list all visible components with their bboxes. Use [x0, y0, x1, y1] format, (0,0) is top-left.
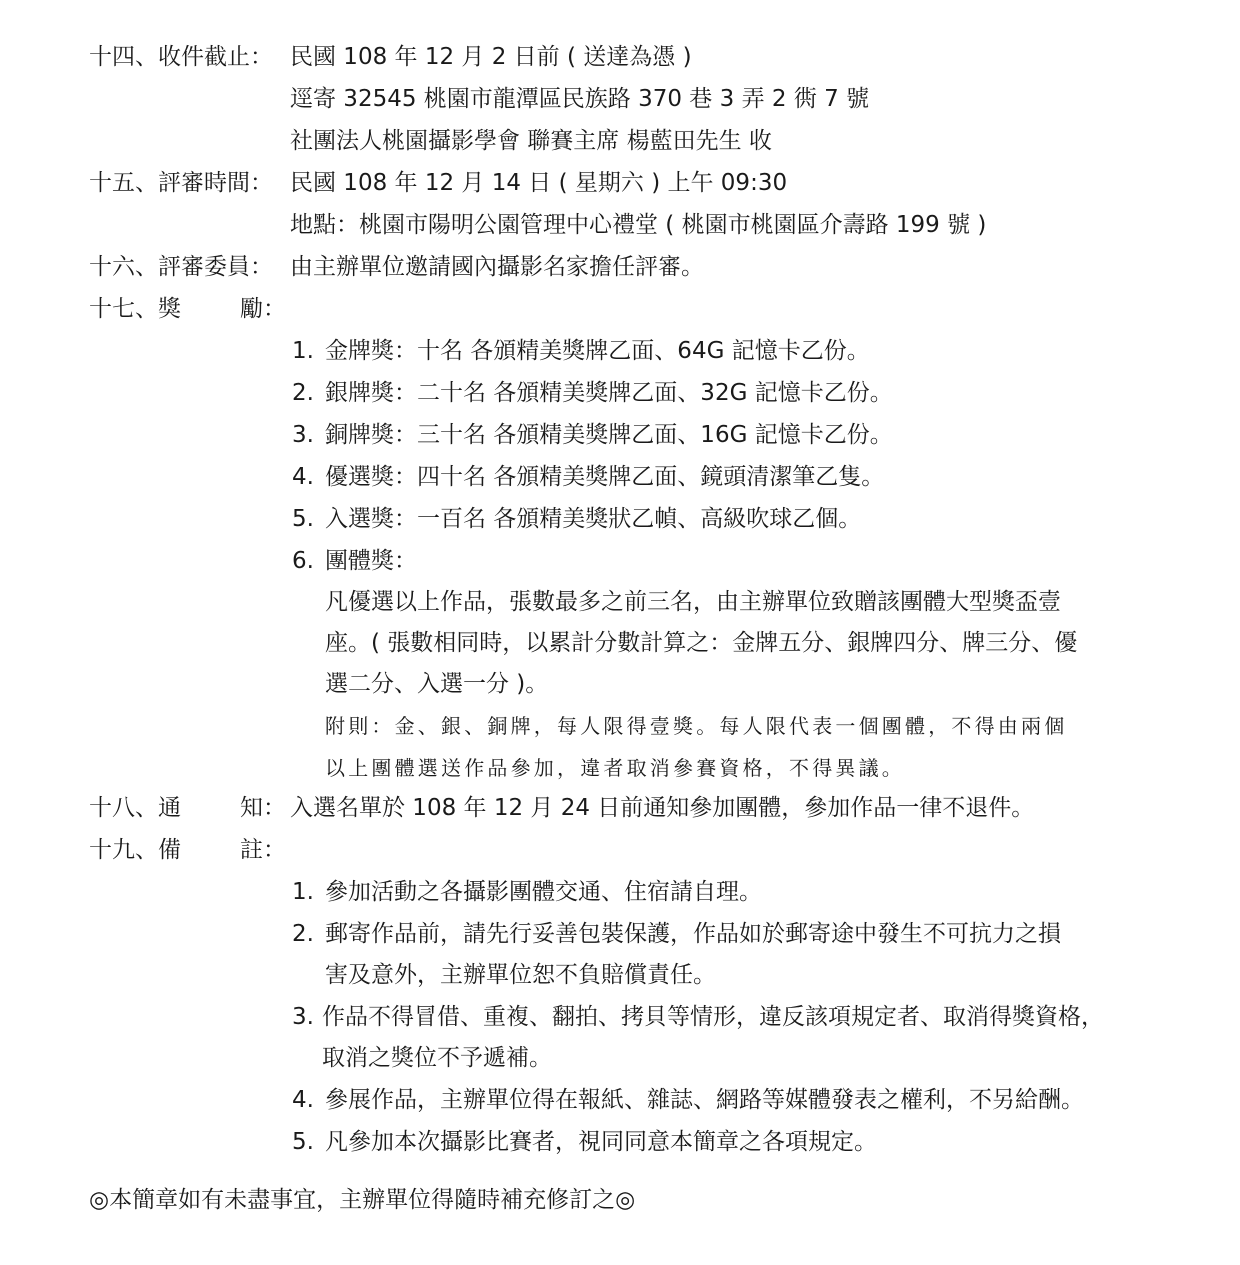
- note-4-line-1: 參展作品，主辦單位得在報紙、雜誌、網路等媒體發表之權利，不另給酬。: [325, 1087, 1084, 1113]
- note-4-num: 4.: [292, 1087, 314, 1113]
- note-3-line-2: 取消之獎位不予遞補。: [322, 1045, 552, 1071]
- section-17-label-b: 勵：: [240, 296, 286, 322]
- section-18-label-a: 十八、通: [89, 795, 181, 821]
- section-15-time: 民國 108 年 12 月 14 日 ( 星期六 ) 上午 09:30: [290, 170, 788, 196]
- section-15-location: 地點：桃園市陽明公園管理中心禮堂 ( 桃園市桃園區介壽路 199 號 ): [290, 212, 987, 238]
- award-2-text: 銀牌獎：二十名 各頒精美獎牌乙面、32G 記憶卡乙份。: [325, 380, 893, 406]
- section-17-label-a: 十七、獎: [89, 296, 181, 322]
- award-6-num: 6.: [292, 548, 314, 574]
- section-19-label-b: 註：: [240, 837, 286, 863]
- section-19-label-a: 十九、備: [89, 837, 181, 863]
- section-18-text: 入選名單於 108 年 12 月 24 日前通知參加團體，參加作品一律不退件。: [290, 795, 1035, 821]
- award-4-num: 4.: [292, 464, 314, 490]
- section-18-label-b: 知：: [240, 795, 286, 821]
- note-1-num: 1.: [292, 879, 314, 905]
- award-1-text: 金牌獎：十名 各頒精美獎牌乙面、64G 記憶卡乙份。: [325, 338, 870, 364]
- note-5-line-1: 凡參加本次攝影比賽者，視同同意本簡章之各項規定。: [325, 1129, 877, 1155]
- annex-line-2: 以上團體選送作品參加，違者取消參賽資格，不得異議。: [325, 756, 905, 780]
- note-2-line-1: 郵寄作品前，請先行妥善包裝保護，作品如於郵寄途中發生不可抗力之損: [325, 921, 1061, 947]
- group-award-desc-line-3: 選二分、入選一分 )。: [325, 671, 549, 697]
- note-3-line-1: 作品不得冒借、重複、翻拍、拷貝等情形，違反該項規定者、取消得獎資格，: [322, 1004, 1104, 1030]
- award-5-num: 5.: [292, 506, 314, 532]
- award-6-text: 團體獎：: [325, 548, 417, 574]
- note-5-num: 5.: [292, 1129, 314, 1155]
- award-5-text: 入選獎：一百名 各頒精美獎狀乙幀、高級吹球乙個。: [325, 506, 862, 532]
- award-3-text: 銅牌獎：三十名 各頒精美獎牌乙面、16G 記憶卡乙份。: [325, 422, 893, 448]
- award-2-num: 2.: [292, 380, 314, 406]
- award-3-num: 3.: [292, 422, 314, 448]
- award-4-text: 優選獎：四十名 各頒精美獎牌乙面、鏡頭清潔筆乙隻。: [325, 464, 885, 490]
- section-14-recipient: 社團法人桃園攝影學會 聯賽主席 楊藍田先生 收: [290, 128, 772, 154]
- section-14-label: 十四、收件截止：: [89, 44, 273, 70]
- note-2-num: 2.: [292, 921, 314, 947]
- note-1-line-1: 參加活動之各攝影團體交通、住宿請自理。: [325, 879, 762, 905]
- section-16-label: 十六、評審委員：: [89, 254, 273, 280]
- section-14-address: 逕寄 32545 桃園市龍潭區民族路 370 巷 3 弄 2 衖 7 號: [290, 86, 870, 112]
- note-3-num: 3.: [292, 1004, 314, 1030]
- award-1-num: 1.: [292, 338, 314, 364]
- annex-line-1: 附則：金、銀、銅牌，每人限得壹獎。每人限代表一個團體，不得由兩個: [325, 714, 1068, 738]
- group-award-desc-line-1: 凡優選以上作品，張數最多之前三名，由主辦單位致贈該團體大型獎盃壹: [325, 589, 1061, 615]
- footer-note: ◎本簡章如有未盡事宜，主辦單位得隨時補充修訂之◎: [89, 1187, 636, 1213]
- note-2-line-2: 害及意外，主辦單位恕不負賠償責任。: [325, 962, 716, 988]
- section-15-label: 十五、評審時間：: [89, 170, 273, 196]
- section-16-text: 由主辦單位邀請國內攝影名家擔任評審。: [290, 254, 704, 280]
- group-award-desc-line-2: 座。( 張數相同時，以累計分數計算之：金牌五分、銀牌四分、牌三分、優: [325, 630, 1078, 656]
- section-14-date: 民國 108 年 12 月 2 日前 ( 送達為憑 ): [290, 44, 692, 70]
